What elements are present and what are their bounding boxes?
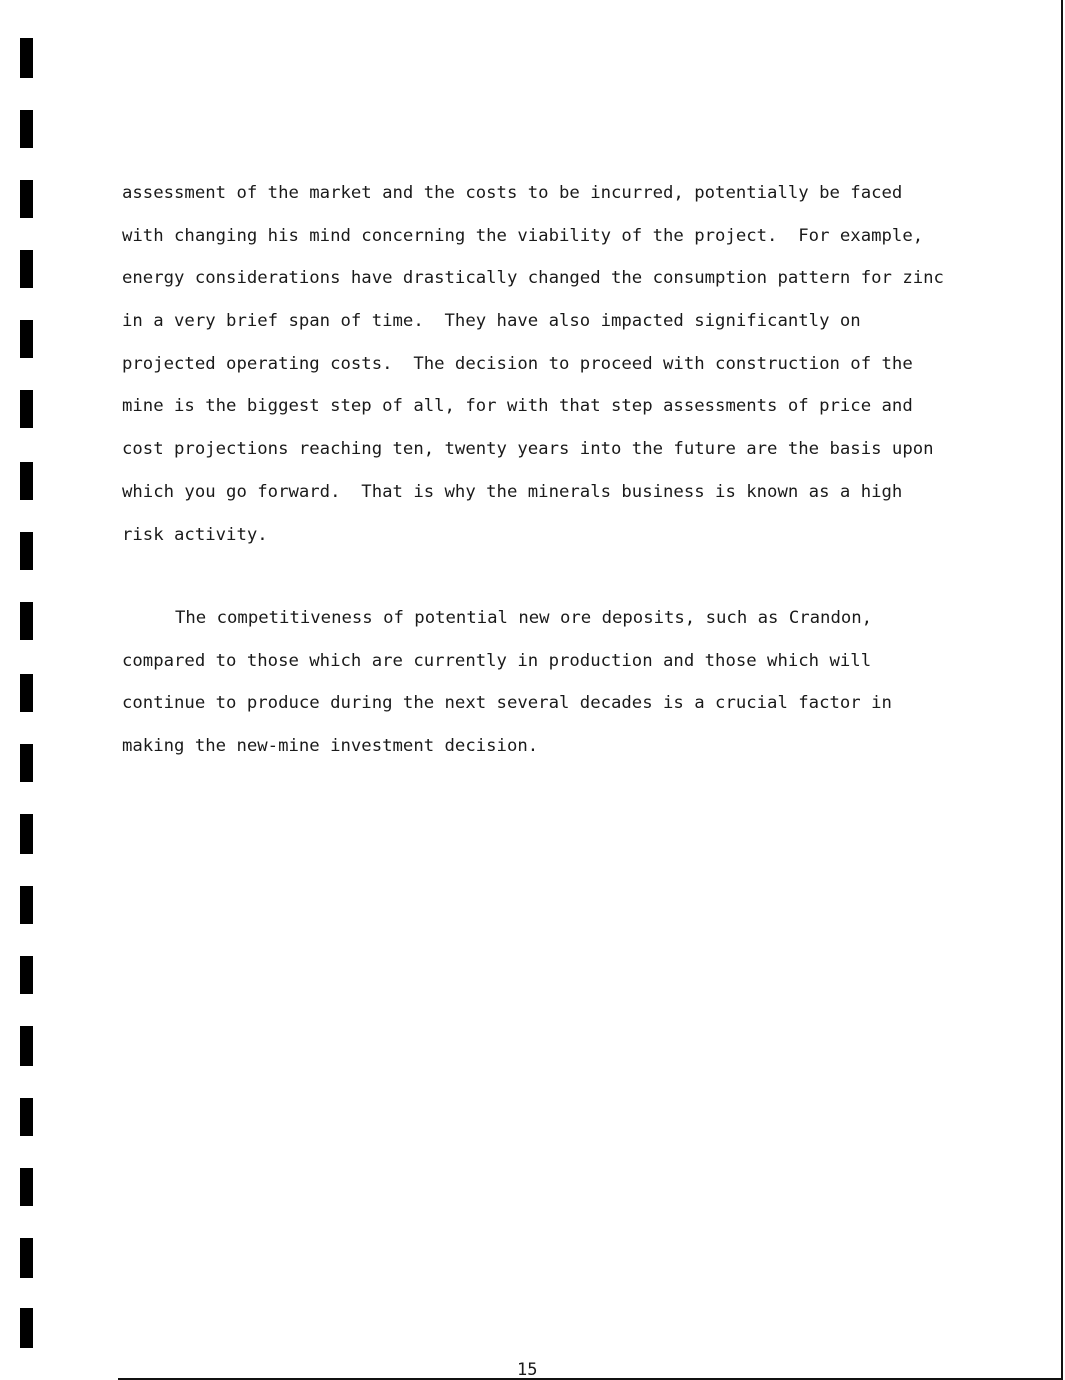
text-line: in a very brief span of time. They have also impacted significantly on [122, 311, 861, 332]
text-line: projected operating costs. The decision to proceed with construction of the [122, 353, 913, 374]
paragraph-2 [122, 597, 982, 768]
page-right-edge [1061, 0, 1063, 1380]
binding-hole [20, 1168, 33, 1206]
binding-hole [20, 886, 33, 924]
binding-hole [20, 320, 33, 358]
text-line: risk activity. [122, 524, 268, 545]
binding-hole [20, 814, 33, 854]
binding-hole [20, 1308, 33, 1348]
binding-hole [20, 602, 33, 640]
binding-hole [20, 390, 33, 428]
text-line: continue to produce during the next several decades is a crucial factor in [122, 693, 892, 714]
binding-hole [20, 532, 33, 570]
binding-hole [20, 674, 33, 712]
binding-hole [20, 1026, 33, 1066]
binding-hole [20, 250, 33, 288]
text-line: with changing his mind concerning the viability of the project. For example, [122, 225, 924, 246]
binding-hole [20, 744, 33, 782]
text-line: compared to those which are currently in production and those which will [122, 650, 872, 671]
text-line: assessment of the market and the costs to be incurred, potentially be faced [122, 183, 903, 203]
text-line: which you go forward. That is why the minerals business is known as a high [122, 481, 903, 502]
text-line: mine is the biggest step of all, for with that step assessments of price and [122, 396, 913, 417]
binding-hole [20, 462, 33, 500]
binding-hole [20, 956, 33, 994]
paragraph-1 [122, 172, 982, 556]
binding-hole [20, 1098, 33, 1136]
text-line: cost projections reaching ten, twenty years into the future are the basis upon [122, 439, 934, 460]
binding-hole [20, 1238, 33, 1278]
text-line: making the new-mine investment decision. [122, 736, 539, 757]
binding-hole [20, 180, 33, 218]
text-line: The competitiveness of potential new ore deposits, such as Crandon, [175, 608, 873, 628]
binding-hole [20, 38, 33, 78]
text-line: energy considerations have drastically changed the consumption pattern for zinc [122, 268, 944, 289]
binding-hole [20, 110, 33, 148]
page-number: 15 [517, 1360, 538, 1380]
